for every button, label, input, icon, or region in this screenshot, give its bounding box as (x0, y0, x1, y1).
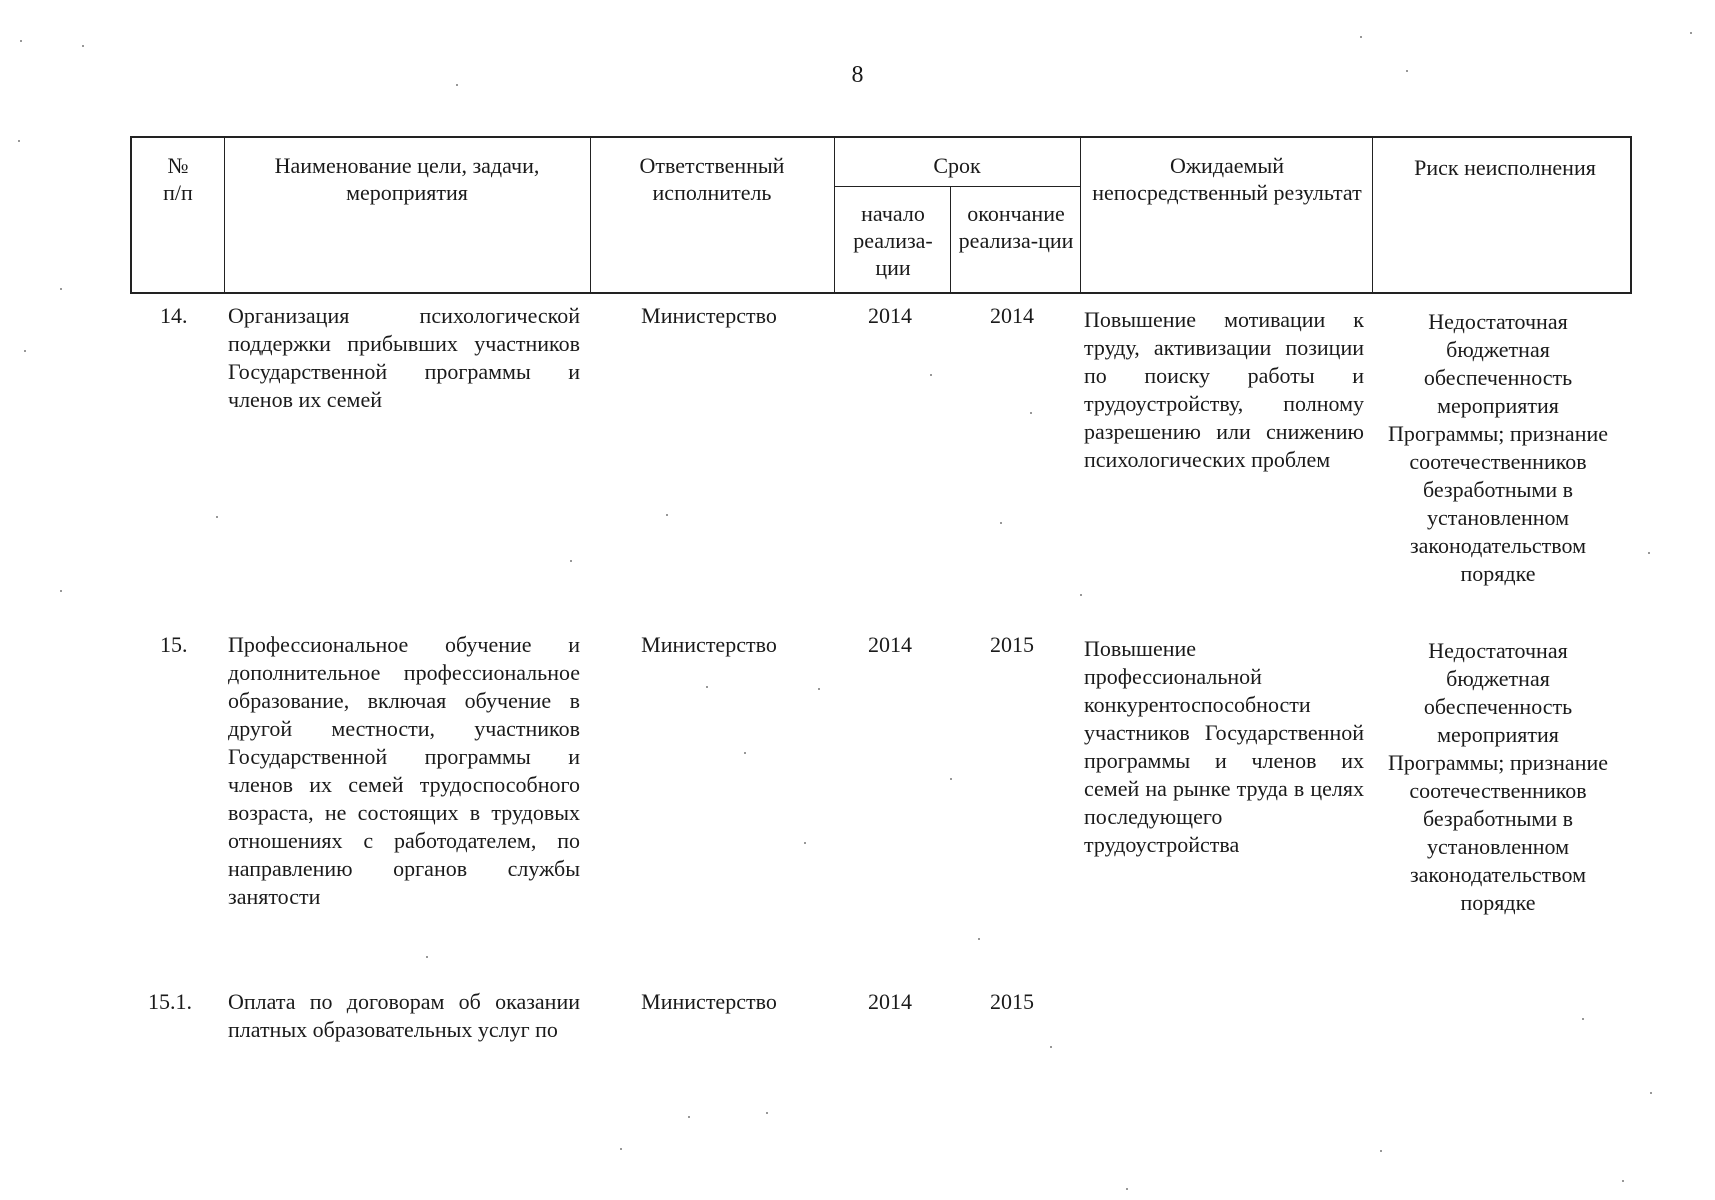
row-start: 2014 (868, 989, 912, 1014)
header-name: Наименование цели, задачи, мероприятия (274, 153, 540, 205)
row-start: 2014 (868, 632, 912, 657)
header-executor: Ответственный исполнитель (639, 153, 785, 205)
column-divider (224, 138, 225, 292)
row-executor: Министерство (641, 303, 777, 328)
row-executor: Министерство (641, 989, 777, 1014)
row-result: Повышение мотивации к труду, активизации позиции по поиску работы и трудоустройству, полному разрешению или снижению психологических проблем (1084, 307, 1364, 472)
row-executor: Министерство (641, 632, 777, 657)
row-number: 15.1. (148, 989, 192, 1014)
header-end: окончание реализа-ции (958, 201, 1074, 253)
row-number: 15. (160, 632, 188, 657)
header-risk: Риск неисполнения (1414, 155, 1596, 180)
row-divider (834, 186, 1080, 187)
row-number: 14. (160, 303, 188, 328)
row-end: 2014 (990, 303, 1034, 328)
header-period: Срок (933, 153, 981, 178)
row-result: Повышение профессиональной конкурентоспособности участников Государственной программы и членов их семей на рынке труда в целях последующего трудоустройства (1084, 636, 1364, 857)
column-divider (950, 186, 951, 292)
header-start: начало реализа-ции (853, 201, 933, 280)
header-num: № п/п (163, 153, 193, 205)
table-header (130, 136, 1632, 294)
column-divider (590, 138, 591, 292)
row-name: Профессиональное обучение и дополнительное профессиональное образование, включая обучение в другой местности, участников Государственной программы и членов их семей трудоспособного возраста, не состоящих в трудовых отношениях с работодателем, по направлению органов службы занятости (228, 632, 580, 909)
column-divider (1080, 138, 1081, 292)
row-risk: Недостаточная бюджетная обеспеченность мероприятия Программы; признание соотечественников безработными в установленном законодательством порядке (1388, 638, 1608, 915)
row-name: Оплата по договорам об оказании платных образовательных услуг по (228, 989, 580, 1042)
row-risk: Недостаточная бюджетная обеспеченность мероприятия Программы; признание соотечественников безработными в установленном законодательством порядке (1388, 309, 1608, 586)
row-start: 2014 (868, 303, 912, 328)
row-name: Организация психологической поддержки прибывших участников Государственной программы и членов их семей (228, 303, 580, 412)
page-number: 8 (851, 62, 864, 88)
header-result: Ожидаемый непосредственный результат (1092, 153, 1362, 205)
row-end: 2015 (990, 989, 1034, 1014)
column-divider (1372, 138, 1373, 292)
row-end: 2015 (990, 632, 1034, 657)
